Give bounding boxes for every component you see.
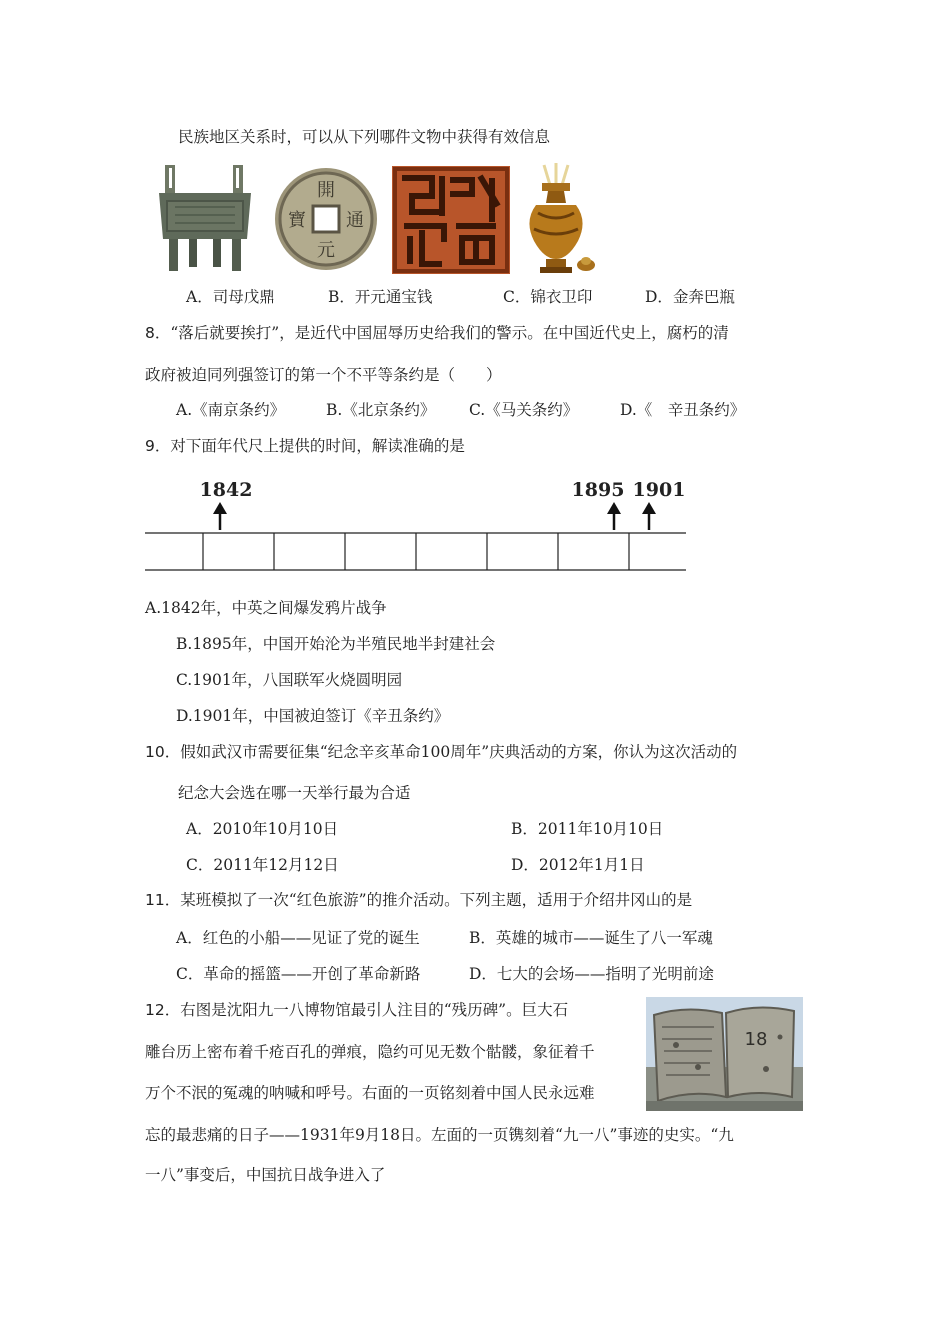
q7-option-c: C．锦衣卫印: [503, 288, 593, 306]
q9-option-d: D.1901年，中国被迫签订《辛丑条约》: [176, 707, 450, 725]
q8-number: 8．: [145, 324, 171, 342]
q12-line5: 一八”事变后，中国抗日战争进入了: [145, 1166, 386, 1184]
q8-option-d: D.《 辛丑条约》: [620, 401, 746, 419]
timeline-label-1901: 1901: [632, 479, 686, 501]
jinyiwei-seal-image: [392, 166, 510, 278]
q7-option-a: A．司母戊鼎: [186, 288, 275, 306]
q11-text: 某班模拟了一次“红色旅游”的推介活动。下列主题，适用于介绍井冈山的是: [180, 891, 693, 909]
calendar-monument-image: [646, 997, 803, 1115]
q12-number: 12．: [145, 1001, 181, 1019]
timeline-arrow-1895: [607, 502, 621, 530]
question-intro-text: 民族地区关系时，可以从下列哪件文物中获得有效信息: [178, 128, 551, 146]
timeline-ruler: [140, 476, 700, 580]
svg-text:寶: 寶: [288, 210, 306, 231]
q11-line: [145, 890, 692, 910]
timeline-arrow-1901: [642, 502, 656, 530]
q9-option-c: C.1901年，八国联军火烧圆明园: [176, 671, 403, 689]
q10-line2: 纪念大会选在哪一天举行最为合适: [178, 784, 411, 802]
q8-option-b: B.《北京条约》: [326, 401, 436, 419]
svg-text:通: 通: [346, 210, 364, 231]
q10-number: 10．: [145, 743, 181, 761]
calendar-date-label: 18: [744, 1029, 768, 1050]
q10-text-1: 假如武汉市需要征集“纪念辛亥革命100周年”庆典活动的方案，你认为这次活动的: [180, 743, 738, 761]
q12-line3: 万个不泯的冤魂的呐喊和呼号。右面的一页铭刻着中国人民永远难: [145, 1084, 595, 1102]
q11-option-a: A．红色的小船——见证了党的诞生: [176, 929, 420, 947]
q10-option-d: D．2012年1月1日: [511, 856, 645, 874]
timeline-arrow-1842: [213, 502, 227, 530]
q7-option-b: B．开元通宝钱: [328, 288, 433, 306]
q8-line2: 政府被迫同列强签订的第一个不平等条约是（ ）: [145, 366, 502, 384]
q9-text: 对下面年代尺上提供的时间，解读准确的是: [170, 437, 465, 455]
q10-option-b: B．2011年10月10日: [511, 820, 664, 838]
svg-text:元: 元: [317, 240, 335, 261]
q12-line1: [145, 1000, 568, 1020]
q11-option-b: B．英雄的城市——诞生了八一军魂: [469, 929, 713, 947]
q8-text-1: “落后就要挨打”，是近代中国屈辱历史给我们的警示。在中国近代史上，腐朽的清: [170, 324, 729, 342]
q12-line4: 忘的最悲痛的日子——1931年9月18日。左面的一页镌刻着“九一八”事迹的史实。“九: [145, 1126, 734, 1144]
timeline-label-1842: 1842: [199, 479, 253, 501]
timeline-label-1895: 1895: [571, 479, 625, 501]
q9-number: 9．: [145, 437, 171, 455]
ding-vessel-image: [155, 165, 255, 277]
q8-option-c: C.《马关条约》: [469, 401, 579, 419]
jinben-vase-image: [520, 163, 600, 279]
q10-option-a: A．2010年10月10日: [186, 820, 339, 838]
svg-text:開: 開: [317, 180, 335, 201]
q12-line2: 雕台历上密布着千疮百孔的弹痕，隐约可见无数个骷髅，象征着千: [145, 1043, 595, 1061]
q9-line: [145, 436, 465, 456]
kaiyuan-coin-image: [273, 166, 379, 276]
q11-number: 11．: [145, 891, 181, 909]
q7-option-d: D．金奔巴瓶: [645, 288, 735, 306]
q12-text-1: 右图是沈阳九一八博物馆最引人注目的“残历碑”。巨大石: [180, 1001, 569, 1019]
q11-option-d: D．七大的会场——指明了光明前途: [469, 965, 714, 983]
q8-option-a: A.《南京条约》: [176, 401, 286, 419]
q10-option-c: C．2011年12月12日: [186, 856, 339, 874]
q8-line1: [145, 323, 729, 343]
q9-option-a: A.1842年，中英之间爆发鸦片战争: [145, 599, 387, 617]
q11-option-c: C．革命的摇篮——开创了革命新路: [176, 965, 421, 983]
q9-option-b: B.1895年，中国开始沦为半殖民地半封建社会: [176, 635, 496, 653]
q10-line1: [145, 742, 737, 762]
